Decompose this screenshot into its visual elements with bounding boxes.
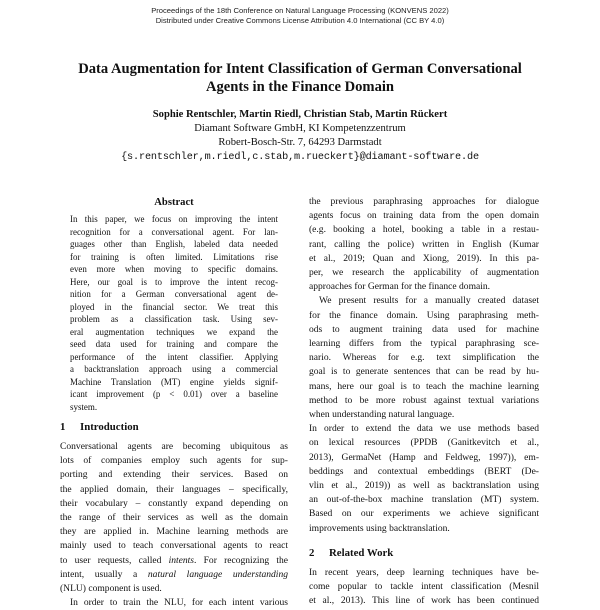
text-line: learning differs from the typical paraphrasing sce- [309,338,539,350]
text-line: In order to train the NLU, for each intent various [70,597,288,609]
abstract-line: Machine Translation (MT) engine yields signif- [70,376,278,387]
author-emails: {s.rentschler,m.riedl,c.stab,m.rueckert}@diamant-software.de [121,152,479,163]
text-line: (e.g. booking a hotel, booking a table in a restau- [309,224,539,236]
text-line: nario. Whereas for e.g. text simplification the [309,352,539,364]
text-line [60,568,288,582]
affiliation: Diamant Software GmbH, KI Kompetenzzentrum [194,123,406,134]
text-line: their vocabulary – constantly expand depending on [60,497,288,509]
text-line: In order to extend the data we use methods based [309,423,539,435]
abstract-line: ployed in the financial sector. We treat this [70,301,278,312]
text-line [60,554,288,568]
text-line: on lexical resources (PPDB (Ganitkevitch et al., [309,437,539,449]
abstract-line: for training is often limited. Limitations rise [70,251,278,262]
nlu-term: natural language understanding [147,568,289,580]
text-line: Conversational agents are becoming ubiquitous as [60,441,288,452]
abstract-line: recognition for a conversational agent. For lan- [70,226,278,237]
text-line: mainly used to teach conversational agents to react [60,540,288,552]
section-number: 2 [309,546,315,559]
intro-paragraph-3 [309,294,539,422]
text-line: We present results for a manually created dataset [319,295,539,307]
text-line: vlin et al., 2019)) as well as backtranslation using [309,480,539,492]
text-line: per, we research the applicability of augmentation [309,267,539,279]
text-line: the applied domain, their languages – specifically, [60,483,288,495]
section-heading-introduction [60,420,288,434]
right-column [309,195,539,608]
text-line: come popular to tackle intent classification (Mesnil [309,581,539,593]
address: Robert-Bosch-Str. 7, 64293 Darmstadt [218,137,382,148]
abstract-line: Here, our goal is to improve the intent recog- [70,276,278,287]
abstract-line: eral augmentation techniques we expand the [70,326,278,337]
abstract-line: a backtranslation approach using a commercial [70,364,278,374]
intro-paragraph-2 [60,596,288,610]
license-line: Distributed under Creative Commons License Attribution 4.0 International (CC BY 4.0) [155,16,445,25]
text-line: method to be more robust against textual variations [309,394,539,406]
text-line: goal is to generate sentences that can be read by hu- [309,366,539,378]
abstract-line: performance of the intent classifier. Applying [70,351,278,362]
text-line: mans, here our goal is to teach the machine learning [309,380,539,392]
paper-title [40,60,560,96]
text-line: porting and extending their services. Based on [60,469,288,481]
text-line: In recent years, deep learning techniques have be- [309,566,539,578]
abstract-line: In this paper, we focus on improving the intent [70,214,278,224]
text-line: beddings and contextual embeddings (BERT (De- [309,465,539,477]
abstract-line: even more when moving to specific domains. [70,264,278,274]
text-line: approaches for German for the finance domain. [309,281,491,293]
intro-paragraph-continued [309,195,539,294]
text-line: the range of their services as well as the domain [60,512,288,524]
section-title: Introduction [80,421,139,433]
abstract-line: seed data used for training and compare the [70,339,278,349]
left-column [60,196,288,610]
text-line: agents focus on training data from the open domain [309,210,539,222]
text-line: (NLU) component is used. [60,583,162,595]
proceedings-header [0,6,600,26]
text-line: an out-of-the-box machine translation (MT) system. [309,494,539,506]
text-line: Based on our experiments we achieve significant [309,508,539,520]
abstract-line: problem as a classification task. Using sev- [70,314,278,324]
text-line: ods to augment training data used for machine [309,323,539,335]
text-line: they are applied in. Machine learning methods are [60,526,288,538]
section-heading-related-work [309,546,539,560]
text-fragment: . For recognizing the [194,554,288,566]
text-line: lots of companies employ such agents for sup- [60,455,288,467]
text-line: rant, calling the police) written in English (Kumar [309,238,539,250]
text-fragment: to user requests, called [60,554,169,566]
text-line: et al., 2013). This line of work has been continued [309,595,539,607]
text-line: the previous paraphrasing approaches for dialogue [309,196,539,207]
text-line: for the finance domain. Using paraphrasing meth- [309,309,539,321]
text-line: et al., 2019; Quan and Xiong, 2019). In this pa- [309,252,539,264]
abstract-line: system. [70,401,98,412]
abstract-line: nition for a German conversational agent de- [70,289,278,299]
intro-paragraph-4 [309,422,539,536]
abstract-body [60,213,288,413]
text-fragment: intent, usually a [60,568,148,580]
abstract-heading: Abstract [154,197,194,208]
abstract-line: guages other than English, labeled data needed [70,239,278,249]
section-title: Related Work [329,546,394,559]
title-line-1: Data Augmentation for Intent Classification of German Conversational [78,61,522,77]
proceedings-line: Proceedings of the 18th Conference on Natural Language Processing (KONVENS 2022) [151,6,449,15]
author-list: Sophie Rentschler, Martin Riedl, Christian Stab, Martin Rückert [152,109,448,120]
intents-term: intents [168,554,195,566]
title-line-2: Agents in the Finance Domain [205,79,395,95]
abstract-line: icant improvement (p < 0.01) over a baseline [70,389,278,399]
text-line: when understanding natural language. [309,409,455,421]
related-work-paragraph [309,566,539,609]
text-line: improvements using backtranslation. [309,522,450,534]
section-number: 1 [60,421,66,433]
intro-paragraph-1 [60,440,288,596]
text-line: 2013), GermaNet (Hamp and Feldweg, 1997)), em- [309,451,539,463]
